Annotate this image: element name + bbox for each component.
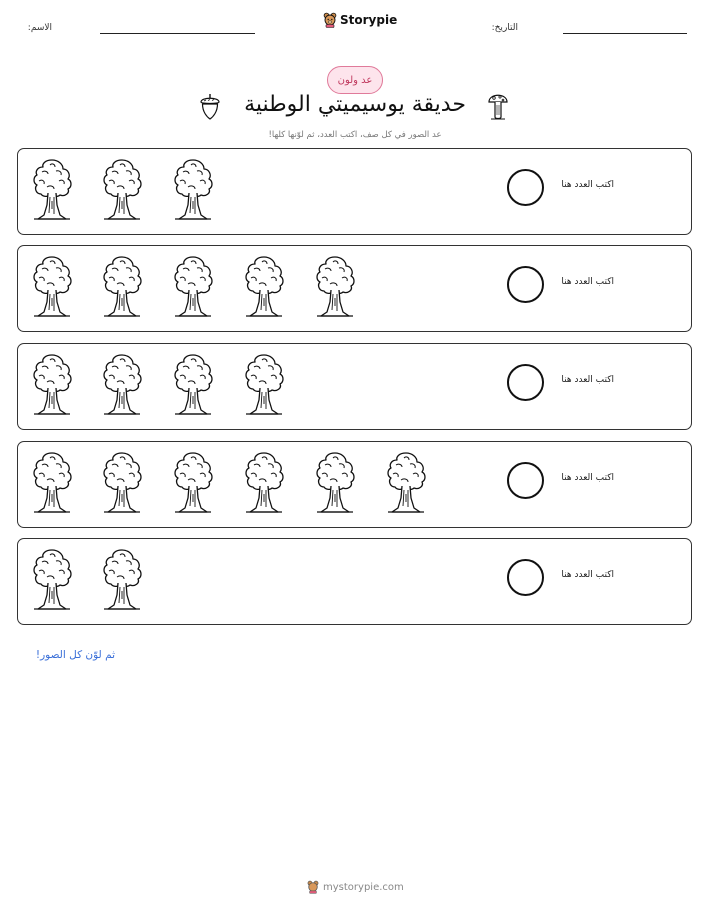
mushroom-icon	[486, 90, 510, 122]
tree-icon	[171, 450, 215, 516]
tree-icon	[171, 254, 215, 320]
counting-row	[17, 538, 692, 625]
storypie-bear-icon	[307, 880, 319, 894]
page-title: حديقة يوسيميتي الوطنية	[244, 92, 466, 117]
tree-icon	[242, 352, 286, 418]
counting-row	[17, 245, 692, 332]
answer-circle[interactable]	[507, 364, 544, 401]
tree-icon	[100, 254, 144, 320]
brand-logo	[323, 12, 397, 28]
brand-name: Storypie	[340, 13, 398, 27]
answer-label: اكتب العدد هنا	[561, 277, 614, 287]
date-line[interactable]	[563, 33, 687, 34]
answer-label: اكتب العدد هنا	[561, 570, 614, 580]
tree-icon	[30, 450, 74, 516]
storypie-bear-icon	[323, 12, 337, 28]
tree-icon	[100, 157, 144, 223]
tree-icon	[100, 547, 144, 613]
tree-icon	[384, 450, 428, 516]
tree-icon	[242, 450, 286, 516]
tree-icon	[313, 450, 357, 516]
counting-row	[17, 441, 692, 528]
answer-circle[interactable]	[507, 462, 544, 499]
tree-icon	[242, 254, 286, 320]
answer-label: اكتب العدد هنا	[561, 375, 614, 385]
tree-icon	[100, 450, 144, 516]
instructions: عد الصور في كل صف، اكتب العدد، ثم لوّنها كلها!	[268, 130, 442, 140]
name-line[interactable]	[100, 33, 255, 34]
color-instruction: ثم لوّن كل الصور!	[35, 649, 115, 661]
name-label: الاسم:	[27, 23, 52, 33]
acorn-icon	[198, 92, 222, 122]
tree-icon	[171, 352, 215, 418]
footer-brand	[307, 880, 404, 894]
date-label: التاريخ:	[491, 23, 518, 33]
answer-circle[interactable]	[507, 266, 544, 303]
answer-label: اكتب العدد هنا	[561, 473, 614, 483]
tree-icon	[313, 254, 357, 320]
activity-badge: عد ولون	[327, 66, 383, 94]
answer-label: اكتب العدد هنا	[561, 180, 614, 190]
tree-icon	[30, 547, 74, 613]
tree-icon	[30, 157, 74, 223]
counting-row	[17, 148, 692, 235]
tree-icon	[30, 254, 74, 320]
footer-brand-url: mystorypie.com	[323, 881, 404, 893]
answer-circle[interactable]	[507, 559, 544, 596]
tree-icon	[171, 157, 215, 223]
tree-icon	[100, 352, 144, 418]
tree-icon	[30, 352, 74, 418]
counting-row	[17, 343, 692, 430]
answer-circle[interactable]	[507, 169, 544, 206]
